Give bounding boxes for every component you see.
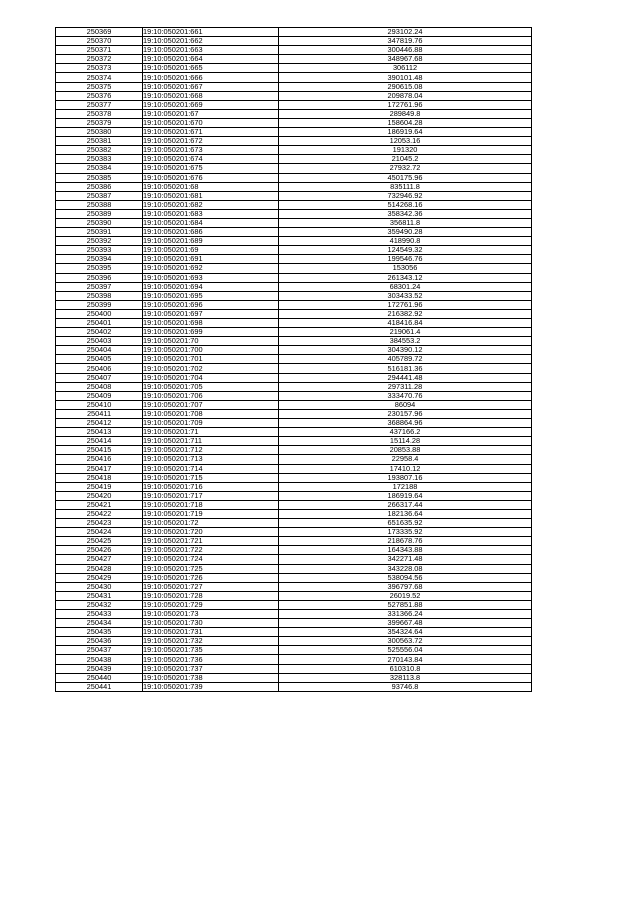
cadastral-number-cell: 19:10:050201:714	[143, 464, 279, 473]
cadastral-number-cell: 19:10:050201:664	[143, 55, 279, 64]
row-id-cell: 250379	[56, 118, 143, 127]
cadastral-number-cell: 19:10:050201:704	[143, 373, 279, 382]
row-id-cell: 250436	[56, 637, 143, 646]
table-row	[56, 328, 532, 337]
cadastral-number-cell: 19:10:050201:722	[143, 546, 279, 555]
row-id-cell: 250381	[56, 137, 143, 146]
amount-cell: 26019.52	[279, 591, 532, 600]
amount-cell: 303433.52	[279, 291, 532, 300]
row-id-cell: 250441	[56, 682, 143, 691]
cadastral-number-cell: 19:10:050201:667	[143, 82, 279, 91]
row-id-cell: 250383	[56, 155, 143, 164]
row-id-cell: 250425	[56, 537, 143, 546]
table-row	[56, 309, 532, 318]
row-id-cell: 250409	[56, 391, 143, 400]
amount-cell: 437166.2	[279, 428, 532, 437]
amount-cell: 348967.68	[279, 55, 532, 64]
cadastral-number-cell: 19:10:050201:727	[143, 582, 279, 591]
amount-cell: 331366.24	[279, 610, 532, 619]
cadastral-number-cell: 19:10:050201:731	[143, 628, 279, 637]
row-id-cell: 250376	[56, 91, 143, 100]
cadastral-number-cell: 19:10:050201:71	[143, 428, 279, 437]
amount-cell: 405789.72	[279, 355, 532, 364]
amount-cell: 172761.96	[279, 300, 532, 309]
cadastral-number-cell: 19:10:050201:68	[143, 182, 279, 191]
cadastral-number-cell: 19:10:050201:72	[143, 519, 279, 528]
row-id-cell: 250374	[56, 73, 143, 82]
cadastral-number-cell: 19:10:050201:672	[143, 137, 279, 146]
table-row	[56, 291, 532, 300]
amount-cell: 289849.8	[279, 109, 532, 118]
amount-cell: 173335.92	[279, 528, 532, 537]
table-row	[56, 200, 532, 209]
cadastral-number-cell: 19:10:050201:695	[143, 291, 279, 300]
amount-cell: 396797.68	[279, 582, 532, 591]
amount-cell: 186919.64	[279, 491, 532, 500]
cadastral-number-cell: 19:10:050201:692	[143, 264, 279, 273]
row-id-cell: 250439	[56, 664, 143, 673]
cadastral-number-cell: 19:10:050201:663	[143, 46, 279, 55]
table-row	[56, 573, 532, 582]
row-id-cell: 250402	[56, 328, 143, 337]
cadastral-number-cell: 19:10:050201:689	[143, 237, 279, 246]
cadastral-table	[55, 27, 532, 692]
row-id-cell: 250371	[56, 46, 143, 55]
cadastral-number-cell: 19:10:050201:739	[143, 682, 279, 691]
row-id-cell: 250399	[56, 300, 143, 309]
table-row	[56, 464, 532, 473]
row-id-cell: 250392	[56, 237, 143, 246]
row-id-cell: 250394	[56, 255, 143, 264]
row-id-cell: 250420	[56, 491, 143, 500]
amount-cell: 651635.92	[279, 519, 532, 528]
row-id-cell: 250387	[56, 191, 143, 200]
row-id-cell: 250411	[56, 409, 143, 418]
amount-cell: 216382.92	[279, 309, 532, 318]
row-id-cell: 250419	[56, 482, 143, 491]
table-row	[56, 255, 532, 264]
cadastral-number-cell: 19:10:050201:698	[143, 319, 279, 328]
row-id-cell: 250427	[56, 555, 143, 564]
row-id-cell: 250430	[56, 582, 143, 591]
table-row	[56, 555, 532, 564]
table-row	[56, 319, 532, 328]
cadastral-number-cell: 19:10:050201:682	[143, 200, 279, 209]
table-row	[56, 37, 532, 46]
amount-cell: 538094.56	[279, 573, 532, 582]
table-row	[56, 591, 532, 600]
table-row	[56, 519, 532, 528]
table-row	[56, 546, 532, 555]
amount-cell: 186919.64	[279, 128, 532, 137]
table-row	[56, 682, 532, 691]
table-row	[56, 346, 532, 355]
row-id-cell: 250408	[56, 382, 143, 391]
amount-cell: 158604.28	[279, 118, 532, 127]
row-id-cell: 250400	[56, 309, 143, 318]
cadastral-number-cell: 19:10:050201:721	[143, 537, 279, 546]
cadastral-number-cell: 19:10:050201:676	[143, 173, 279, 182]
table-row	[56, 182, 532, 191]
table-row	[56, 28, 532, 37]
cadastral-number-cell: 19:10:050201:699	[143, 328, 279, 337]
amount-cell: 347819.76	[279, 37, 532, 46]
row-id-cell: 250389	[56, 209, 143, 218]
cadastral-number-cell: 19:10:050201:671	[143, 128, 279, 137]
table-row	[56, 673, 532, 682]
table-row	[56, 228, 532, 237]
cadastral-number-cell: 19:10:050201:732	[143, 637, 279, 646]
table-row	[56, 82, 532, 91]
table-row	[56, 155, 532, 164]
cadastral-number-cell: 19:10:050201:700	[143, 346, 279, 355]
amount-cell: 27932.72	[279, 164, 532, 173]
cadastral-number-cell: 19:10:050201:70	[143, 337, 279, 346]
amount-cell: 209878.04	[279, 91, 532, 100]
amount-cell: 17410.12	[279, 464, 532, 473]
row-id-cell: 250382	[56, 146, 143, 155]
amount-cell: 306112	[279, 64, 532, 73]
amount-cell: 22958.4	[279, 455, 532, 464]
amount-cell: 354324.64	[279, 628, 532, 637]
row-id-cell: 250429	[56, 573, 143, 582]
amount-cell: 172761.96	[279, 100, 532, 109]
table-row	[56, 273, 532, 282]
amount-cell: 390101.48	[279, 73, 532, 82]
table-row	[56, 528, 532, 537]
table-row	[56, 446, 532, 455]
table-row	[56, 509, 532, 518]
row-id-cell: 250405	[56, 355, 143, 364]
cadastral-number-cell: 19:10:050201:725	[143, 564, 279, 573]
table-row	[56, 537, 532, 546]
cadastral-number-cell: 19:10:050201:730	[143, 619, 279, 628]
row-id-cell: 250433	[56, 610, 143, 619]
row-id-cell: 250403	[56, 337, 143, 346]
row-id-cell: 250396	[56, 273, 143, 282]
cadastral-number-cell: 19:10:050201:697	[143, 309, 279, 318]
cadastral-number-cell: 19:10:050201:701	[143, 355, 279, 364]
row-id-cell: 250397	[56, 282, 143, 291]
row-id-cell: 250423	[56, 519, 143, 528]
table-row	[56, 264, 532, 273]
amount-cell: 261343.12	[279, 273, 532, 282]
row-id-cell: 250393	[56, 246, 143, 255]
cadastral-number-cell: 19:10:050201:69	[143, 246, 279, 255]
amount-cell: 199546.76	[279, 255, 532, 264]
table-row	[56, 564, 532, 573]
cadastral-number-cell: 19:10:050201:712	[143, 446, 279, 455]
row-id-cell: 250434	[56, 619, 143, 628]
table-row	[56, 437, 532, 446]
amount-cell: 182136.64	[279, 509, 532, 518]
row-id-cell: 250395	[56, 264, 143, 273]
table-row	[56, 46, 532, 55]
row-id-cell: 250404	[56, 346, 143, 355]
row-id-cell: 250401	[56, 319, 143, 328]
amount-cell: 368864.96	[279, 419, 532, 428]
amount-cell: 450175.96	[279, 173, 532, 182]
row-id-cell: 250372	[56, 55, 143, 64]
table-row	[56, 164, 532, 173]
cadastral-number-cell: 19:10:050201:669	[143, 100, 279, 109]
table-row	[56, 637, 532, 646]
amount-cell: 230157.96	[279, 409, 532, 418]
cadastral-number-cell: 19:10:050201:716	[143, 482, 279, 491]
row-id-cell: 250412	[56, 419, 143, 428]
row-id-cell: 250413	[56, 428, 143, 437]
row-id-cell: 250370	[56, 37, 143, 46]
table-row	[56, 209, 532, 218]
table-row	[56, 373, 532, 382]
table-row	[56, 409, 532, 418]
amount-cell: 333470.76	[279, 391, 532, 400]
amount-cell: 516181.36	[279, 364, 532, 373]
table-row	[56, 137, 532, 146]
cadastral-number-cell: 19:10:050201:684	[143, 218, 279, 227]
table-row	[56, 664, 532, 673]
row-id-cell: 250431	[56, 591, 143, 600]
cadastral-number-cell: 19:10:050201:673	[143, 146, 279, 155]
cadastral-number-cell: 19:10:050201:717	[143, 491, 279, 500]
table-row	[56, 582, 532, 591]
cadastral-number-cell: 19:10:050201:686	[143, 228, 279, 237]
table-row	[56, 64, 532, 73]
cadastral-number-cell: 19:10:050201:675	[143, 164, 279, 173]
amount-cell: 304390.12	[279, 346, 532, 355]
table-row	[56, 237, 532, 246]
cadastral-number-cell: 19:10:050201:706	[143, 391, 279, 400]
amount-cell: 342271.48	[279, 555, 532, 564]
table-body	[56, 28, 532, 692]
amount-cell: 294441.48	[279, 373, 532, 382]
cadastral-number-cell: 19:10:050201:665	[143, 64, 279, 73]
table-row	[56, 619, 532, 628]
cadastral-number-cell: 19:10:050201:718	[143, 500, 279, 509]
table-row	[56, 128, 532, 137]
amount-cell: 300446.88	[279, 46, 532, 55]
amount-cell: 835111.8	[279, 182, 532, 191]
row-id-cell: 250375	[56, 82, 143, 91]
table-row	[56, 500, 532, 509]
table-row	[56, 146, 532, 155]
amount-cell: 356811.8	[279, 218, 532, 227]
cadastral-number-cell: 19:10:050201:736	[143, 655, 279, 664]
amount-cell: 270143.84	[279, 655, 532, 664]
cadastral-number-cell: 19:10:050201:67	[143, 109, 279, 118]
table-row	[56, 337, 532, 346]
row-id-cell: 250410	[56, 400, 143, 409]
amount-cell: 93746.8	[279, 682, 532, 691]
row-id-cell: 250422	[56, 509, 143, 518]
cadastral-number-cell: 19:10:050201:728	[143, 591, 279, 600]
table-row	[56, 610, 532, 619]
table-row	[56, 100, 532, 109]
row-id-cell: 250426	[56, 546, 143, 555]
amount-cell: 290615.08	[279, 82, 532, 91]
cadastral-number-cell: 19:10:050201:705	[143, 382, 279, 391]
cadastral-number-cell: 19:10:050201:696	[143, 300, 279, 309]
cadastral-number-cell: 19:10:050201:737	[143, 664, 279, 673]
amount-cell: 68301.24	[279, 282, 532, 291]
amount-cell: 172188	[279, 482, 532, 491]
cadastral-number-cell: 19:10:050201:711	[143, 437, 279, 446]
cadastral-number-cell: 19:10:050201:709	[143, 419, 279, 428]
amount-cell: 293102.24	[279, 28, 532, 37]
row-id-cell: 250438	[56, 655, 143, 664]
table-row	[56, 628, 532, 637]
table-row	[56, 91, 532, 100]
cadastral-number-cell: 19:10:050201:691	[143, 255, 279, 264]
row-id-cell: 250414	[56, 437, 143, 446]
table-row	[56, 400, 532, 409]
row-id-cell: 250388	[56, 200, 143, 209]
row-id-cell: 250369	[56, 28, 143, 37]
amount-cell: 153056	[279, 264, 532, 273]
row-id-cell: 250373	[56, 64, 143, 73]
table-row	[56, 491, 532, 500]
row-id-cell: 250386	[56, 182, 143, 191]
amount-cell: 164343.88	[279, 546, 532, 555]
table-row	[56, 391, 532, 400]
table-row	[56, 646, 532, 655]
amount-cell: 328113.8	[279, 673, 532, 682]
table-row	[56, 455, 532, 464]
table-row	[56, 655, 532, 664]
row-id-cell: 250437	[56, 646, 143, 655]
amount-cell: 525556.04	[279, 646, 532, 655]
amount-cell: 418990.8	[279, 237, 532, 246]
amount-cell: 218678.76	[279, 537, 532, 546]
table-row	[56, 355, 532, 364]
table-row	[56, 300, 532, 309]
table-row	[56, 282, 532, 291]
amount-cell: 527851.88	[279, 600, 532, 609]
amount-cell: 610310.8	[279, 664, 532, 673]
cadastral-number-cell: 19:10:050201:73	[143, 610, 279, 619]
amount-cell: 266317.44	[279, 500, 532, 509]
cadastral-number-cell: 19:10:050201:726	[143, 573, 279, 582]
amount-cell: 343228.08	[279, 564, 532, 573]
cadastral-number-cell: 19:10:050201:738	[143, 673, 279, 682]
cadastral-number-cell: 19:10:050201:670	[143, 118, 279, 127]
cadastral-number-cell: 19:10:050201:707	[143, 400, 279, 409]
table-row	[56, 218, 532, 227]
row-id-cell: 250418	[56, 473, 143, 482]
table-row	[56, 118, 532, 127]
amount-cell: 358342.36	[279, 209, 532, 218]
cadastral-number-cell: 19:10:050201:661	[143, 28, 279, 37]
amount-cell: 12053.16	[279, 137, 532, 146]
table-row	[56, 428, 532, 437]
row-id-cell: 250435	[56, 628, 143, 637]
cadastral-number-cell: 19:10:050201:720	[143, 528, 279, 537]
table-row	[56, 600, 532, 609]
row-id-cell: 250390	[56, 218, 143, 227]
amount-cell: 418416.84	[279, 319, 532, 328]
cadastral-number-cell: 19:10:050201:668	[143, 91, 279, 100]
amount-cell: 20853.88	[279, 446, 532, 455]
cadastral-number-cell: 19:10:050201:662	[143, 37, 279, 46]
row-id-cell: 250380	[56, 128, 143, 137]
cadastral-number-cell: 19:10:050201:715	[143, 473, 279, 482]
amount-cell: 732946.92	[279, 191, 532, 200]
table-row	[56, 191, 532, 200]
amount-cell: 384553.2	[279, 337, 532, 346]
row-id-cell: 250391	[56, 228, 143, 237]
table-row	[56, 173, 532, 182]
row-id-cell: 250415	[56, 446, 143, 455]
cadastral-number-cell: 19:10:050201:729	[143, 600, 279, 609]
amount-cell: 15114.28	[279, 437, 532, 446]
cadastral-number-cell: 19:10:050201:702	[143, 364, 279, 373]
row-id-cell: 250432	[56, 600, 143, 609]
amount-cell: 359490.28	[279, 228, 532, 237]
table-row	[56, 382, 532, 391]
amount-cell: 514268.16	[279, 200, 532, 209]
table-row	[56, 364, 532, 373]
table-row	[56, 246, 532, 255]
cadastral-number-cell: 19:10:050201:735	[143, 646, 279, 655]
row-id-cell: 250398	[56, 291, 143, 300]
cadastral-number-cell: 19:10:050201:693	[143, 273, 279, 282]
row-id-cell: 250378	[56, 109, 143, 118]
amount-cell: 191320	[279, 146, 532, 155]
cadastral-number-cell: 19:10:050201:694	[143, 282, 279, 291]
cadastral-number-cell: 19:10:050201:724	[143, 555, 279, 564]
cadastral-number-cell: 19:10:050201:683	[143, 209, 279, 218]
table-row	[56, 482, 532, 491]
table-row	[56, 55, 532, 64]
cadastral-number-cell: 19:10:050201:713	[143, 455, 279, 464]
cadastral-number-cell: 19:10:050201:719	[143, 509, 279, 518]
amount-cell: 300563.72	[279, 637, 532, 646]
table-row	[56, 419, 532, 428]
amount-cell: 86094	[279, 400, 532, 409]
row-id-cell: 250406	[56, 364, 143, 373]
cadastral-number-cell: 19:10:050201:681	[143, 191, 279, 200]
row-id-cell: 250407	[56, 373, 143, 382]
amount-cell: 21045.2	[279, 155, 532, 164]
row-id-cell: 250421	[56, 500, 143, 509]
amount-cell: 297311.28	[279, 382, 532, 391]
amount-cell: 399667.48	[279, 619, 532, 628]
row-id-cell: 250424	[56, 528, 143, 537]
amount-cell: 124549.32	[279, 246, 532, 255]
cadastral-number-cell: 19:10:050201:674	[143, 155, 279, 164]
cadastral-number-cell: 19:10:050201:708	[143, 409, 279, 418]
row-id-cell: 250377	[56, 100, 143, 109]
row-id-cell: 250416	[56, 455, 143, 464]
amount-cell: 193807.16	[279, 473, 532, 482]
row-id-cell: 250384	[56, 164, 143, 173]
row-id-cell: 250428	[56, 564, 143, 573]
row-id-cell: 250385	[56, 173, 143, 182]
table-row	[56, 109, 532, 118]
row-id-cell: 250417	[56, 464, 143, 473]
table-row	[56, 473, 532, 482]
amount-cell: 219061.4	[279, 328, 532, 337]
row-id-cell: 250440	[56, 673, 143, 682]
table-row	[56, 73, 532, 82]
cadastral-number-cell: 19:10:050201:666	[143, 73, 279, 82]
